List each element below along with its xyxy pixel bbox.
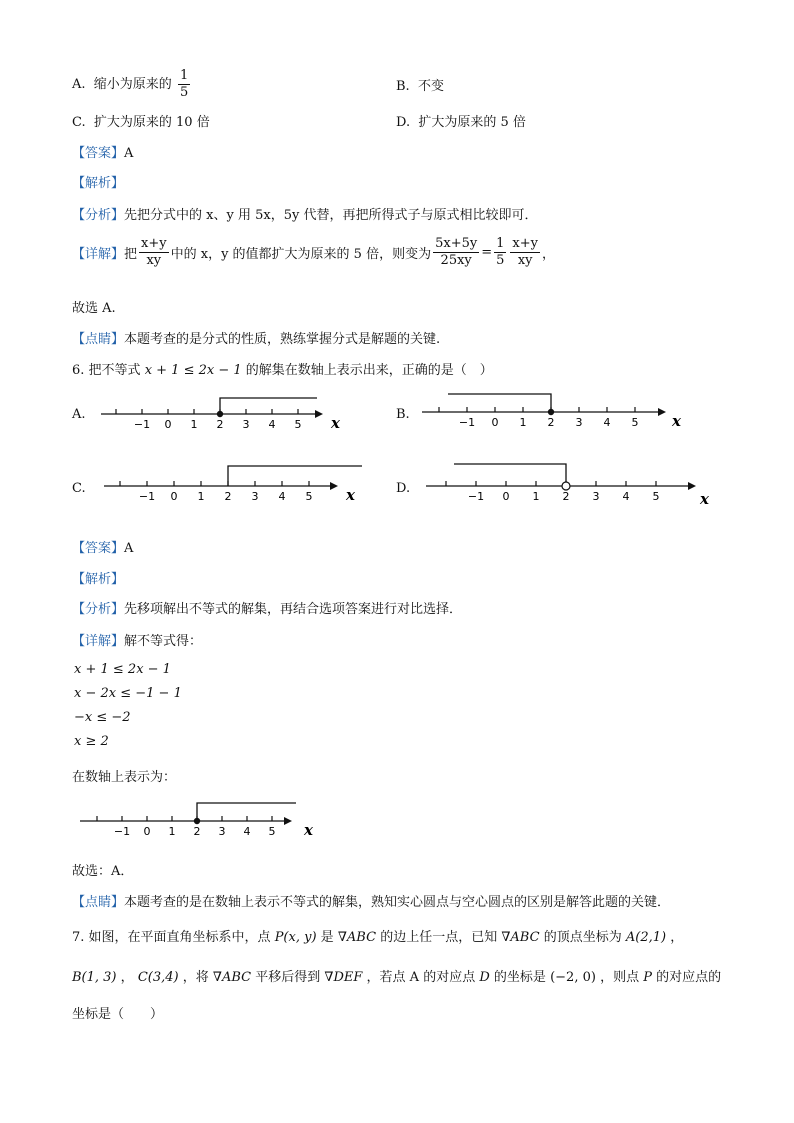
fraction-x-plus-y-over-xy-2: $\frac{x+y}{xy}$ xyxy=(512,236,538,268)
axis-arrow-icon xyxy=(688,482,696,490)
axis-arrow-icon xyxy=(658,408,666,416)
number-line-option-a xyxy=(95,392,355,440)
q6-option-a-letter: A. xyxy=(72,407,86,422)
solution-ray xyxy=(448,394,551,412)
tick-label: −1 xyxy=(138,490,156,503)
tick-label: −1 xyxy=(467,490,485,503)
q5-detail: 【详解】 把 $\frac{x+y}{xy}$ 中的 x，y 的值都扩大为原来的 5 倍，则变为 $\frac{5x+5y}{25xy}$ = $\frac{1}{5}$ $\frac{x+y}{xy}$ ， xyxy=(72,236,555,268)
q6-step-1: x + 1 ≤ 2x − 1 xyxy=(74,662,171,677)
tick-label: 1 xyxy=(190,418,198,431)
solid-endpoint-dot xyxy=(217,411,222,416)
q6-stem: 6. 把不等式 x + 1 ≤ 2x − 1 的解集在数轴上表示出来，正确的是（ ） xyxy=(72,363,493,378)
axis-variable-label: x xyxy=(672,412,681,430)
tick-label: 2 xyxy=(216,418,224,431)
fraction-x-plus-y-over-xy: $\frac{x+y}{xy}$ xyxy=(141,236,167,268)
tick-label: 2 xyxy=(224,490,232,503)
tick-label: 4 xyxy=(622,490,630,503)
solution-ray xyxy=(228,466,362,486)
tick-label: −1 xyxy=(133,418,151,431)
axis-arrow-icon xyxy=(330,482,338,490)
q6-conclusion: 故选：A． xyxy=(72,864,134,879)
tick-label: 4 xyxy=(603,416,611,429)
axis-variable-label: x xyxy=(346,486,355,504)
q6-option-b-letter: B. xyxy=(396,407,410,422)
tick-label: 3 xyxy=(592,490,600,503)
q7-line-3: 坐标是（ ） xyxy=(72,1007,164,1022)
q6-show-label: 在数轴上表示为： xyxy=(72,770,177,785)
fraction-one-fifth-2: $\frac{1}{5}$ xyxy=(496,236,505,268)
number-line-option-c xyxy=(100,462,370,512)
q5-option-d: D. 扩大为原来的 5 倍 xyxy=(396,115,526,130)
q7-line-2: B(1, 3) ， C(3,4) ，将 ∇ABC 平移后得到 ∇DEF ，若点 A 的对应点 D 的坐标是 (−2, 0) ，则点 P 的对应点的 xyxy=(72,970,722,985)
axis-arrow-icon xyxy=(284,817,292,825)
q6-analysis-tag: 【解析】 xyxy=(72,572,125,587)
tick-label: 5 xyxy=(294,418,302,431)
solution-ray xyxy=(220,398,317,414)
tick-label: 4 xyxy=(278,490,286,503)
tick-label: 3 xyxy=(575,416,583,429)
q7-line-1: 7. 如图，在平面直角坐标系中，点 P(x, y) 是 ∇ABC 的边上任一点，已知 ∇ABC 的顶点坐标为 A(2,1) ， xyxy=(72,930,684,945)
number-line-option-b xyxy=(418,390,688,440)
q5-option-c: C. 扩大为原来的 10 倍 xyxy=(72,115,210,130)
q6-step-2: x − 2x ≤ −1 − 1 xyxy=(74,686,182,701)
q6-fenxi: 【分析】先移项解出不等式的解集，再结合选项答案进行对比选择． xyxy=(72,602,463,617)
tick-label: 2 xyxy=(547,416,555,429)
q6-step-3: −x ≤ −2 xyxy=(74,710,131,725)
hollow-endpoint-dot xyxy=(562,482,570,490)
tick-label: −1 xyxy=(458,416,476,429)
tick-label: 1 xyxy=(532,490,540,503)
number-line-option-d xyxy=(420,460,720,514)
q6-step-4: x ≥ 2 xyxy=(74,734,109,749)
tick-label: 2 xyxy=(193,825,201,838)
q5-dianjing: 【点睛】本题考查的是分式的性质，熟练掌握分式是解题的关键. xyxy=(72,332,441,347)
axis-arrow-icon xyxy=(315,410,323,418)
q6-option-c-letter: C. xyxy=(72,481,86,496)
q5-conclusion: 故选 A. xyxy=(72,301,116,316)
solid-endpoint-dot xyxy=(548,409,553,414)
tick-label: 5 xyxy=(652,490,660,503)
tick-label: 0 xyxy=(164,418,172,431)
q5-fenxi: 【分析】先把分式中的 x、y 用 5x，5y 代替，再把所得式子与原式相比较即可． xyxy=(72,208,538,223)
tick-label: 1 xyxy=(168,825,176,838)
q6-option-d-letter: D. xyxy=(396,481,411,496)
tick-label: 0 xyxy=(491,416,499,429)
solid-endpoint-dot xyxy=(194,818,199,823)
q5-option-a: A. 缩小为原来的 $\frac{1}{5}$ xyxy=(72,68,189,100)
tick-label: 2 xyxy=(562,490,570,503)
solution-ray xyxy=(454,464,566,486)
axis-variable-label: x xyxy=(700,490,709,508)
axis-variable-label: x xyxy=(304,821,313,839)
tick-label: 5 xyxy=(268,825,276,838)
tick-label: 4 xyxy=(243,825,251,838)
tick-label: 1 xyxy=(197,490,205,503)
tick-label: 0 xyxy=(502,490,510,503)
tick-label: 3 xyxy=(218,825,226,838)
tick-label: 0 xyxy=(170,490,178,503)
axis-variable-label: x xyxy=(331,414,340,432)
q6-dianjing: 【点睛】本题考查的是在数轴上表示不等式的解集，熟知实心圆点与空心圆点的区别是解答此题的关键． xyxy=(72,895,671,910)
tick-label: 5 xyxy=(631,416,639,429)
tick-label: 1 xyxy=(519,416,527,429)
fraction-one-fifth: $\frac{1}{5}$ xyxy=(179,68,189,100)
q5-analysis-tag: 【解析】 xyxy=(72,176,125,191)
tick-label: 3 xyxy=(242,418,250,431)
tick-label: −1 xyxy=(113,825,131,838)
fraction-5x-plus-5y-over-25xy: $\frac{5x+5y}{25xy}$ xyxy=(435,236,478,268)
tick-label: 4 xyxy=(268,418,276,431)
q6-answer: 【答案】A xyxy=(72,541,134,556)
q5-answer: 【答案】A xyxy=(72,146,134,161)
tick-label: 5 xyxy=(305,490,313,503)
tick-label: 0 xyxy=(143,825,151,838)
tick-label: 3 xyxy=(251,490,259,503)
q6-detail: 【详解】解不等式得： xyxy=(72,634,203,649)
q5-option-b: B. 不变 xyxy=(396,79,444,94)
number-line-solution xyxy=(78,795,328,841)
